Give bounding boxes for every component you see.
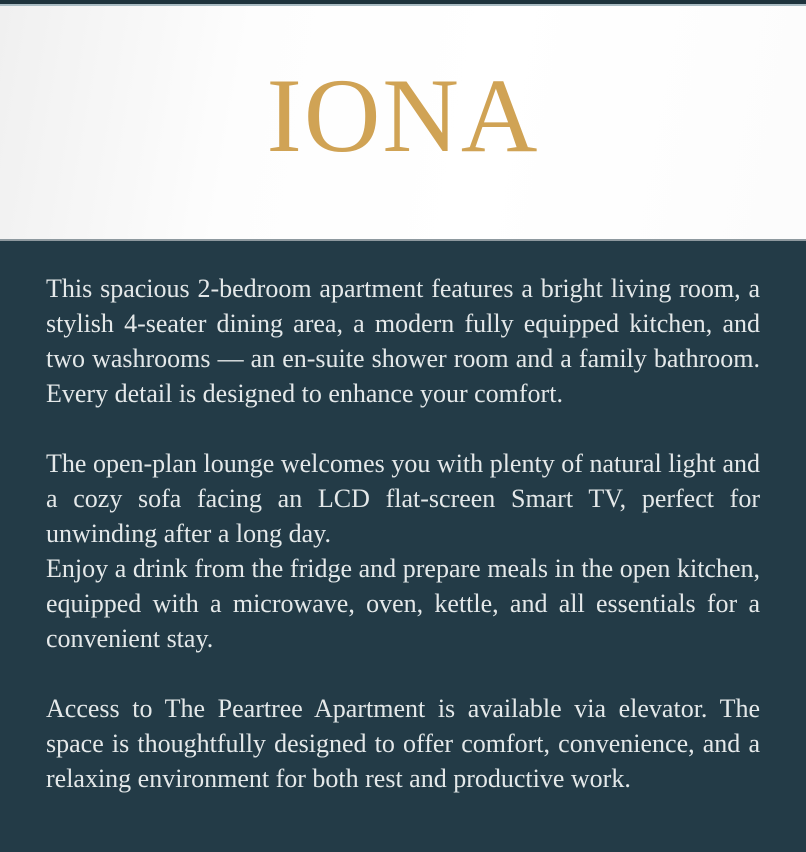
paragraph-lounge: The open-plan lounge welcomes you with plenty of natural light and a cozy sofa facing an LCD flat-screen Smart TV, perfect for unwinding after a long day. bbox=[46, 449, 760, 548]
description-section bbox=[0, 241, 806, 852]
page-title: IONA bbox=[266, 56, 540, 174]
paragraph-kitchen: Enjoy a drink from the fridge and prepare meals in the open kitchen, equipped with a microwave, oven, kettle, and all essentials for a convenient stay. bbox=[46, 554, 760, 653]
paragraph-overview: This spacious 2-bedroom apartment features a bright living room, a stylish 4-seater dining area, a modern fully equipped kitchen, and two washrooms — an en-suite shower room and a family bathroom. Every detail is designed to enhance your comfort. bbox=[46, 274, 760, 408]
paragraph-access: Access to The Peartree Apartment is available via elevator. The space is thoughtfully designed to offer comfort, convenience, and a relaxing environment for both rest and productive work. bbox=[46, 694, 760, 793]
hero-section bbox=[0, 6, 806, 239]
